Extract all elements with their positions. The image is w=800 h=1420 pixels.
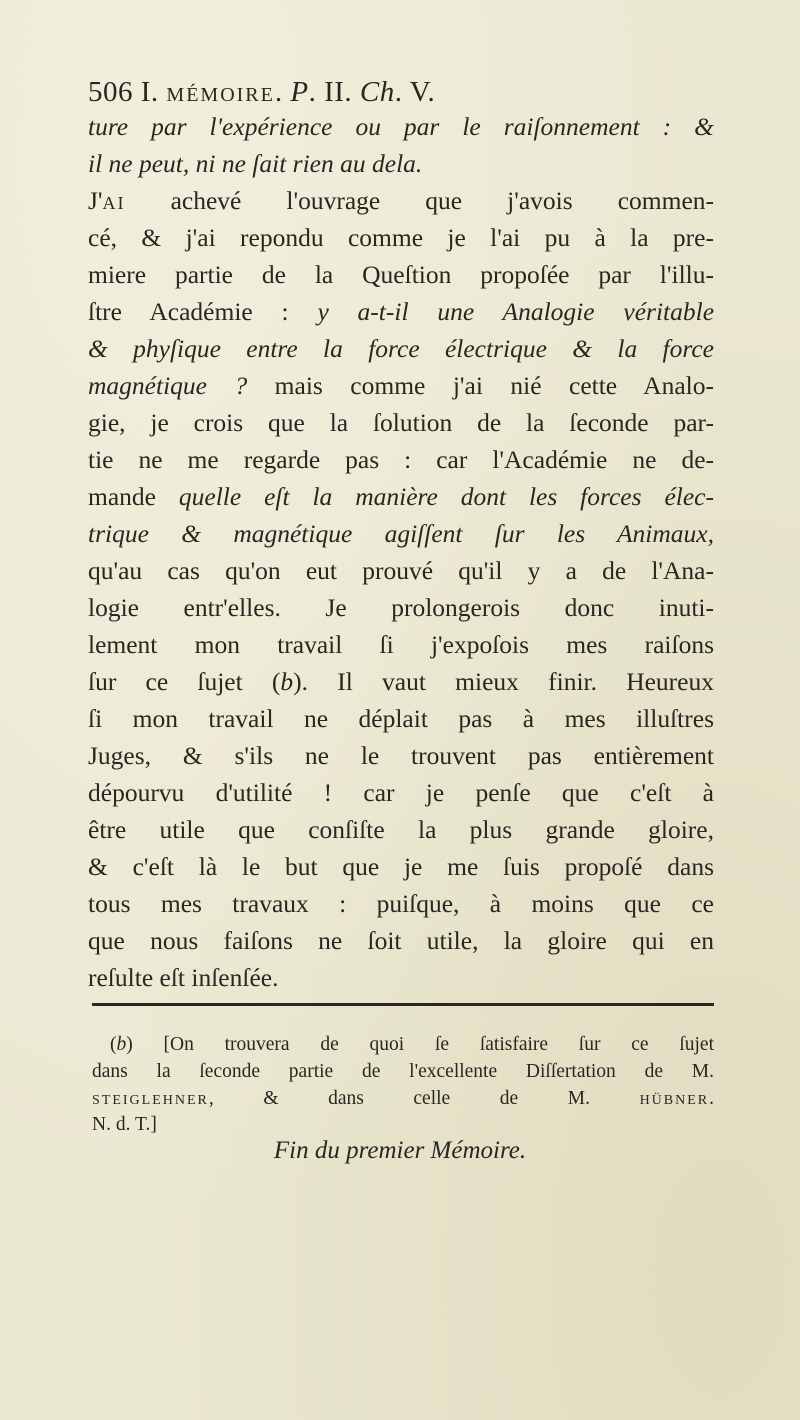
- text-segment: y a-t-il une Analogie véritable: [317, 297, 715, 326]
- footnote-rule: [92, 1003, 714, 1006]
- text-segment: N. d. T.]: [92, 1114, 157, 1135]
- text-line: [88, 260, 714, 290]
- text-segment: quelle eſt la manière dont les forces élec-: [178, 482, 714, 511]
- text-line: [88, 741, 714, 771]
- text-segment: steiglehner: [92, 1088, 209, 1109]
- text-segment: ) [On trouvera de quoi ſe ſatisfaire ſur ce ſujet: [126, 1034, 714, 1055]
- footnote-line: [92, 1087, 714, 1111]
- text-segment: 506: [88, 76, 133, 108]
- text-segment: être utile que conſiſte la plus grande gloire,: [88, 815, 714, 844]
- text-segment: hübner: [639, 1088, 710, 1109]
- text-segment: ). Il vaut mieux finir. Heureux: [293, 667, 714, 696]
- text-segment: mémoire: [166, 76, 275, 108]
- text-segment: , & dans celle de M.: [208, 1088, 640, 1109]
- text-segment: I.: [133, 76, 167, 108]
- text-segment: logie entr'elles. Je prolongerois donc inuti-: [88, 593, 714, 622]
- text-line: [88, 149, 714, 179]
- text-segment: tous mes travaux : puiſque, à moins que ce: [88, 889, 714, 918]
- text-segment: ſur ce ſujet (: [88, 667, 281, 696]
- text-line: [88, 630, 714, 660]
- text-segment: miere partie de la Queſtion propoſée par l'illu-: [88, 260, 714, 289]
- text-segment: qu'au cas qu'on eut prouvé qu'il y a de l'Ana-: [88, 556, 714, 585]
- footnote-line: [92, 1060, 714, 1084]
- text-segment: (: [110, 1034, 117, 1055]
- text-segment: mais comme j'ai nié cette Analo-: [247, 371, 714, 400]
- text-line: [88, 482, 714, 512]
- text-segment: b: [280, 667, 294, 696]
- text-line: [88, 667, 714, 697]
- text-segment: tie ne me regarde pas : car l'Académie ne de-: [88, 445, 714, 474]
- text-line: [88, 223, 714, 253]
- text-line: [88, 889, 714, 919]
- text-segment: Ch: [359, 76, 395, 108]
- text-segment: & phyſique entre la force électrique & la force: [88, 334, 714, 363]
- text-segment: il ne peut, ni ne ſait rien au dela.: [88, 149, 423, 178]
- text-segment: magnétique ?: [88, 371, 248, 400]
- text-segment: . V.: [394, 76, 436, 108]
- text-line: [88, 408, 714, 438]
- text-line: [88, 297, 714, 327]
- text-line: [88, 815, 714, 845]
- text-line: [88, 556, 714, 586]
- text-segment: dépourvu d'utilité ! car je penſe que c'eſt à: [88, 778, 714, 807]
- text-segment: reſulte eſt inſenſée.: [88, 963, 279, 992]
- text-line: [88, 112, 714, 142]
- text-segment: ſtre Académie :: [88, 297, 318, 326]
- text-segment: .: [274, 76, 291, 108]
- text-segment: mande: [88, 482, 179, 511]
- text-segment: trique & magnétique agiſſent ſur les Animaux,: [88, 519, 714, 548]
- text-segment: gie, je crois que la ſolution de la ſeconde par-: [88, 408, 714, 437]
- end-note: Fin du premier Mémoire.: [273, 1137, 527, 1164]
- text-segment: dans la ſeconde partie de l'excellente Diſſertation de M.: [92, 1061, 714, 1082]
- text-line: [88, 963, 714, 993]
- text-segment: P: [290, 76, 309, 108]
- text-segment: que nous faiſons ne ſoit utile, la gloire qui en: [88, 926, 714, 955]
- text-line: [88, 926, 714, 956]
- text-segment: b: [116, 1034, 127, 1055]
- text-segment: Juges, & s'ils ne le trouvent pas entièrement: [88, 741, 714, 770]
- text-line: [88, 371, 714, 401]
- text-line: [88, 778, 714, 808]
- footnote-line: [92, 1113, 714, 1137]
- text-segment: .: [709, 1088, 714, 1109]
- text-segment: ture par l'expérience ou par le raiſonnement : &: [88, 112, 714, 141]
- text-segment: J': [88, 186, 103, 215]
- text-line: [88, 593, 714, 623]
- text-line: [88, 445, 714, 475]
- footnote-line: [110, 1033, 714, 1057]
- text-segment: lement mon travail ſi j'expoſois mes raiſons: [88, 630, 714, 659]
- text-line: [88, 334, 714, 364]
- text-line: [88, 519, 714, 549]
- text-segment: achevé l'ouvrage que j'avois commen-: [125, 186, 714, 215]
- text-line: [88, 186, 714, 216]
- text-segment: . II.: [308, 76, 360, 108]
- running-header: [88, 76, 435, 109]
- text-segment: cé, & j'ai repondu comme je l'ai pu à la pre-: [88, 223, 714, 252]
- text-segment: ſi mon travail ne déplait pas à mes illuſtres: [88, 704, 714, 733]
- text-line: [88, 852, 714, 882]
- text-segment: ai: [102, 186, 126, 215]
- text-segment: & c'eſt là le but que je me ſuis propoſé dans: [88, 852, 714, 881]
- text-line: [88, 704, 714, 734]
